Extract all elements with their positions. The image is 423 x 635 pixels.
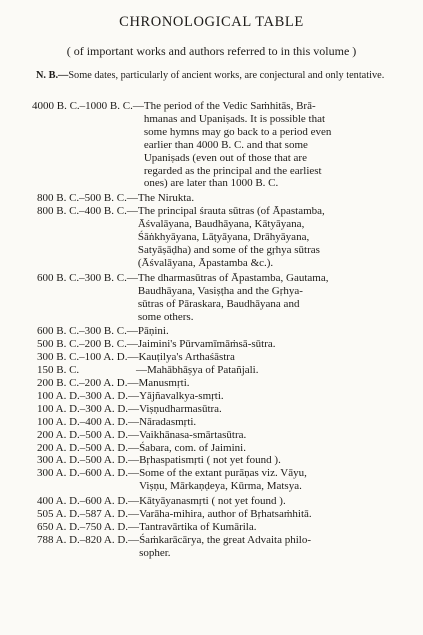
entry-date: 100 A. D.–400 A. D.— <box>37 415 140 428</box>
chronology-entry <box>0 508 423 521</box>
chronology-entry <box>0 351 423 364</box>
note-text: Some dates, particularly of ancient works, are conjectural and only tentative. <box>68 70 385 81</box>
entry-text-line: Nāradasmṛti. <box>139 415 197 428</box>
chronology-list <box>0 100 423 560</box>
entry-date: 4000 B. C.–1000 B. C.— <box>32 100 144 112</box>
entry-date: 100 A. D.–300 A. D.— <box>37 402 140 415</box>
chronology-entry <box>0 338 423 351</box>
entry-date: 788 A. D.–820 A. D.— <box>37 533 140 546</box>
entry-date: 505 A. D.–587 A. D.— <box>37 508 140 521</box>
entry-text <box>144 100 423 190</box>
chronology-entry <box>0 416 423 429</box>
chronology-entry <box>0 100 423 190</box>
entry-text <box>138 205 423 270</box>
chronology-entry <box>0 205 423 270</box>
chronology-entry <box>0 390 423 403</box>
chronology-entry <box>0 442 423 455</box>
chronology-entry <box>0 364 423 377</box>
entry-text-line: (Āśvalāyana, Āpastamba &c.). <box>137 256 274 269</box>
entry-text <box>138 192 423 205</box>
entry-text-line: hmanas and Upaniṣads. It is possible that <box>143 112 326 125</box>
entry-date: 600 B. C.–300 B. C.— <box>37 325 138 338</box>
chronology-entry <box>0 377 423 390</box>
entry-text-line: The Nirukta. <box>137 192 195 205</box>
entry-date: 600 B. C.–300 B. C.— <box>37 271 138 284</box>
entry-text <box>139 442 423 455</box>
entry-text <box>139 390 423 403</box>
entry-date: 200 B. C.–200 A. D.— <box>37 377 139 390</box>
entry-text <box>139 495 423 508</box>
entry-text-line: sopher. <box>139 546 171 559</box>
entry-text-line: Śabara, com. of Jaimini. <box>139 441 246 454</box>
entry-text-line: Āśvalāyana, Baudhāyana, Kātyāyana, <box>137 218 305 231</box>
entry-date: 800 B. C.–400 B. C.— <box>37 205 138 218</box>
entry-text <box>139 508 423 521</box>
entry-text-line: Bṛhaspatismṛti ( not yet found ). <box>139 454 281 467</box>
entry-text <box>139 467 423 493</box>
entry-text-line: Baudhāyana, Vasiṣṭha and the Gṛhya- <box>137 284 303 297</box>
chronology-entry <box>0 192 423 205</box>
chronology-entry <box>0 454 423 467</box>
entry-date: 500 B. C.–200 B. C.— <box>37 338 138 351</box>
entry-text-line: earlier than 4000 B. C. and that some <box>143 138 308 151</box>
entry-text-line: The principal śrauta sūtras (of Āpastamba, <box>137 205 325 218</box>
entry-text-line: Satyāṣāḍha) and some of the gṛhya sūtras <box>137 243 320 256</box>
entry-text-line: Upaniṣads (even out of those that are <box>143 151 307 164</box>
entry-text-line: regarded as the principal and the earliest <box>143 164 322 177</box>
chronology-entry <box>0 325 423 338</box>
note-lead: N. B.— <box>36 70 69 81</box>
entry-text <box>139 429 423 442</box>
entry-text <box>138 377 423 390</box>
entry-text <box>139 534 423 560</box>
entry-text-line: Jaimini's Pūrvamīmāṁsā-sūtra. <box>137 338 276 351</box>
entry-text-line: Pāṇini. <box>137 325 169 338</box>
entry-text-line: The period of the Vedic Saṁhitās, Brā- <box>143 100 316 112</box>
entry-text-line: The dharmasūtras of Āpastamba, Gautama, <box>137 271 329 284</box>
entry-date: 300 A. D.–600 A. D.— <box>37 467 140 480</box>
chronology-entry <box>0 429 423 442</box>
entry-text-line: Varāha-mihira, author of Bṛhatsaṁhitā. <box>139 508 312 521</box>
chronology-entry <box>0 272 423 324</box>
entry-date: 200 A. D.–500 A. D.— <box>37 441 140 454</box>
entry-text-line: sūtras of Pāraskara, Baudhāyana and <box>137 297 300 310</box>
entry-text-line: Śāṅkhyāyana, Lāṭyāyana, Drāhyāyana, <box>137 231 310 244</box>
entry-text-line: Vaikhānasa-smārtasūtra. <box>139 428 247 441</box>
entry-text-line: some hymns may go back to a period even <box>143 125 332 138</box>
entry-text-line: ones) are later than 1000 B. C. <box>143 177 279 190</box>
entry-text-line: Viṣṇudharmasūtra. <box>139 402 222 415</box>
entry-text <box>139 454 423 467</box>
entry-text-line: Kauṭilya's Arthaśāstra <box>138 351 235 364</box>
entry-text <box>138 272 423 324</box>
entry-text-line: Tantravārtika of Kumārila. <box>139 521 257 533</box>
page-title: CHRONOLOGICAL TABLE <box>119 14 304 30</box>
entry-date: 200 A. D.–500 A. D.— <box>37 428 140 441</box>
entry-date: 800 B. C.–500 B. C.— <box>37 192 138 205</box>
entry-text <box>139 416 423 429</box>
entry-text-line: Śaṁkarācārya, the great Advaita philo- <box>139 533 312 546</box>
chronology-entry <box>0 403 423 416</box>
chronology-entry <box>0 534 423 560</box>
entry-text-line: some others. <box>137 310 194 323</box>
entry-text <box>138 338 423 351</box>
entry-text-line: Manusmṛti. <box>138 377 190 390</box>
note-paragraph <box>36 69 409 82</box>
entry-date: 650 A. D.–750 A. D.— <box>37 521 140 533</box>
entry-text-line: —Mahābhāṣya of Patañjali. <box>136 364 259 377</box>
entry-date: 100 A. D.–300 A. D.— <box>37 389 140 402</box>
entry-text-line: Yājñavalkya-smṛti. <box>139 389 224 402</box>
entry-date: 400 A. D.–600 A. D.— <box>37 495 140 508</box>
entry-text-line: Some of the extant purāṇas viz. Vāyu, <box>139 467 307 480</box>
page-subtitle: ( of important works and authors referred to in this volume ) <box>66 44 357 58</box>
entry-text <box>138 351 423 364</box>
entry-text-line: Kātyāyanasmṛti ( not yet found ). <box>139 495 286 508</box>
entry-date: 300 A. D.–500 A. D.— <box>37 454 140 467</box>
entry-text <box>139 403 423 416</box>
chronology-entry <box>0 467 423 493</box>
entry-text <box>136 364 423 377</box>
chronology-entry <box>0 495 423 508</box>
entry-text <box>139 521 423 534</box>
entry-date: 300 B. C.–100 A. D.— <box>37 351 139 364</box>
chronology-entry <box>0 521 423 534</box>
entry-text <box>138 325 423 338</box>
entry-text-line: Viṣṇu, Mārkaṇḍeya, Kūrma, Matsya. <box>139 480 302 493</box>
entry-date: 150 B. C. <box>37 364 80 377</box>
